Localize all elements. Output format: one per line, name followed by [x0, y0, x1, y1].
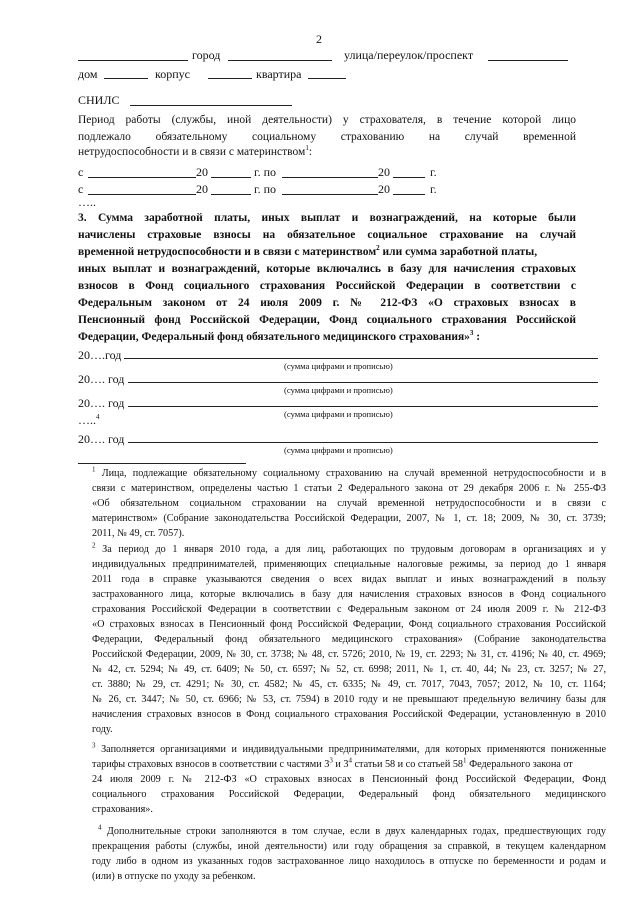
footnote-2-line-10: ст. 3880; № 29, ст. 4291; № 30, ст. 4582; № 45, ст. 6335; № 49, ст. 7017, 7043, 7057; 2012, № 10, ст. 1164; — [92, 679, 606, 690]
footnote-2-line-9: № 42, ст. 5294; № 49, ст. 6409; № 50, ст. 6597; № 52, ст. 6998; 2011, № 1, ст. 40, 44; № 23, ст. 3257; № 27, — [92, 664, 606, 675]
house-label: дом — [78, 67, 98, 81]
footnote-4-line-1: $^4$ Дополнительные строки заполняются в том случае, если в двух календарных годах, предшествующих году — [98, 823, 607, 837]
footnote-3-line-1: $^3$ Заполняется организациями и индивидуальными предпринимателями, для которых применяются пониженные — [92, 741, 607, 755]
footnote-2-line-7: Федерации, Федеральный фонд обязательного медицинского страхования» (Собрание законодательства — [92, 634, 606, 645]
city-label: город — [192, 48, 221, 62]
period-to-label-2: г. по — [254, 182, 276, 196]
footnote-2-line-12: начисления страховых взносов в Фонд социального страхования Российской Федерации, установленную в 2010 — [92, 709, 606, 720]
footnote-1-line-4: материнством» (Собрание законодательства Российской Федерации, 2007, № 1, ст. 18; 2009, № 30, ст. 3739; — [92, 513, 606, 524]
year-row-2-field[interactable] — [128, 382, 598, 383]
year-row-3-caption: (сумма цифрами и прописью) — [284, 409, 393, 419]
section3-line-8: Федерации, Федеральный фонд обязательного медицинского страхования»$^3$ : — [78, 329, 481, 343]
apartment-label: квартира — [256, 67, 302, 81]
street-label: улица/переулок/проспект — [344, 48, 474, 62]
section3-line-3: временной нетрудоспособности и в связи с материнством$^2$ или сумма заработной платы, — [78, 244, 538, 258]
footnote-4-line-2: прекращения работы (службы, иной деятельности) или году обращения за справкой, в текущем календарном — [92, 841, 606, 852]
footnote-2-line-1: $^2$ За период до 1 января 2010 года, а для лиц, работающих по трудовым договорам в организациях и у — [92, 541, 607, 555]
building-label: корпус — [155, 67, 190, 81]
city-field[interactable] — [228, 60, 332, 61]
period-year-field-2[interactable] — [393, 177, 425, 178]
period-line-3: нетрудоспособности и в связи с материнством$^1$: — [78, 144, 313, 158]
section3-line-1: 3. Сумма заработной платы, иных выплат и вознаграждений, на которые были — [78, 212, 576, 224]
footnote-2-line-3: 2011 года в справке указываются сведения о всех видах выплат и иных вознаграждений в пользу — [92, 574, 606, 585]
period-to-label: г. по — [254, 165, 276, 179]
section3-line-6: Федеральным законом от 24 июля 2009 г. № 212-ФЗ «О страховых взносах в — [78, 297, 576, 309]
period-year-prefix-4: 20 — [378, 182, 390, 196]
year-row-2-label: 20…. год — [78, 372, 125, 386]
footnote-2-line-8: Российской Федерации, 2009, № 30, ст. 3738; № 48, ст. 5726; 2010, № 19, ст. 2293; № 31, ст. 4196; № 40, ст. 4969; — [92, 649, 606, 660]
year-dots: …..$^4$ — [78, 413, 100, 427]
footnote-4-line-3: году либо в одном из указанных годов застрахованное лицо находилось в отпуске по беременности и родам и — [92, 856, 606, 867]
period-from-label: с — [78, 165, 84, 179]
year-row-1-label: 20….год — [78, 348, 122, 362]
section3-line-7: Пенсионный фонд Российской Федерации, Фонд социального страхования Российской — [78, 314, 576, 326]
footnote-2-line-4: застрахованного лица, которые включались в базу для начисления страховых взносов в Фонд социального — [92, 589, 606, 600]
section3-line-4: иных выплат и вознаграждений, которые включались в базу для начисления страховых — [78, 263, 576, 275]
footnote-3-line-2: тарифы страховых взносов в соответствии с частями $3^3$ и $3^4$ статьи 58 и со статьей $58^1$ Федерального закона от — [92, 756, 573, 770]
year-row-1-field[interactable] — [124, 358, 598, 359]
period-to-field-2[interactable] — [282, 194, 378, 195]
period-from-field-2[interactable] — [88, 194, 196, 195]
year-row-3-label: 20…. год — [78, 396, 125, 410]
section3-line-5: взносов в Фонд социального страхования Российской Федерации в соответствии с — [78, 280, 576, 292]
period-year-prefix-3: 20 — [196, 182, 208, 196]
street-field[interactable] — [488, 60, 568, 61]
footnote-2-line-2: индивидуальных предпринимателей, применяющих специальные налоговые режимы, за период до 1 января — [92, 559, 606, 570]
period-from-label-2: с — [78, 182, 84, 196]
period-year-prefix-2: 20 — [378, 165, 390, 179]
year-row-4-field[interactable] — [128, 442, 598, 443]
footnote-1-line-3: «Об обязательном социальном страховании на случай временной нетрудоспособности и в связи с — [92, 498, 606, 509]
year-row-4-caption: (сумма цифрами и прописью) — [284, 445, 393, 455]
period-dots: ….. — [78, 195, 96, 209]
footnote-3-line-4: социального страхования Российской Федерации, Федеральный фонд обязательного медицинского — [92, 789, 606, 800]
footnote-2-line-5: страхования Российской Федерации в соответствии с Федеральным законом от 24 июля 2009 г. № 212-ФЗ — [92, 604, 606, 615]
period-from-field[interactable] — [88, 177, 196, 178]
footnote-1-line-5: 2011, № 49, ст. 7057). — [92, 528, 185, 539]
year-row-4-label: 20…. год — [78, 432, 125, 446]
footnote-2-line-11: № 26, ст. 3447; № 50, ст. 6966; № 53, ст. 7594) в 2010 году и не превышают предельную величину базы для — [92, 694, 606, 705]
footnote-separator — [78, 463, 246, 464]
building-field[interactable] — [208, 78, 252, 79]
footnote-1-line-2: связи с материнством, определены частью 1 статьи 2 Федерального закона от 29 декабря 2006 г. № 255-ФЗ — [92, 483, 606, 494]
snils-field[interactable] — [130, 105, 292, 106]
footnote-3-line-5: страхования». — [92, 804, 153, 815]
section3-line-2: начислены страховые взносы на обязательное социальное страхование на случай — [78, 229, 576, 241]
period-year-field[interactable] — [211, 177, 251, 178]
footnote-2-line-6: «О страховых взносах в Пенсионный фонд Российской Федерации, Фонд социального страхования Российской — [92, 619, 606, 630]
footnote-4-line-4: (или) в отпуске по уходу за ребенком. — [92, 871, 256, 882]
period-year-field-4[interactable] — [393, 194, 425, 195]
period-line-2: подлежало обязательному социальному страхованию на случай временной — [78, 131, 576, 143]
house-field[interactable] — [104, 78, 148, 79]
period-year-prefix: 20 — [196, 165, 208, 179]
period-line-1: Период работы (службы, иной деятельности) у страхователя, в течение которой лицо — [78, 114, 576, 126]
year-row-3-field[interactable] — [128, 406, 598, 407]
footnote-3-line-3: 24 июля 2009 г. № 212-ФЗ «О страховых взносах в Пенсионный фонд Российской Федерации, Фонд — [92, 774, 606, 785]
period-year-suffix: г. — [430, 165, 437, 179]
period-year-field-3[interactable] — [211, 194, 251, 195]
period-to-field[interactable] — [282, 177, 378, 178]
apartment-field[interactable] — [308, 78, 346, 79]
page-number: 2 — [316, 32, 322, 46]
year-row-1-caption: (сумма цифрами и прописью) — [284, 361, 393, 371]
period-year-suffix-2: г. — [430, 182, 437, 196]
year-row-2-caption: (сумма цифрами и прописью) — [284, 385, 393, 395]
footnote-2-line-13: году. — [92, 724, 113, 735]
snils-label: СНИЛС — [78, 93, 120, 107]
region-field[interactable] — [78, 60, 188, 61]
footnote-1-line-1: $^1$ Лица, подлежащие обязательному социальному страхованию на случай временной нетрудоспособности и в — [92, 465, 607, 479]
